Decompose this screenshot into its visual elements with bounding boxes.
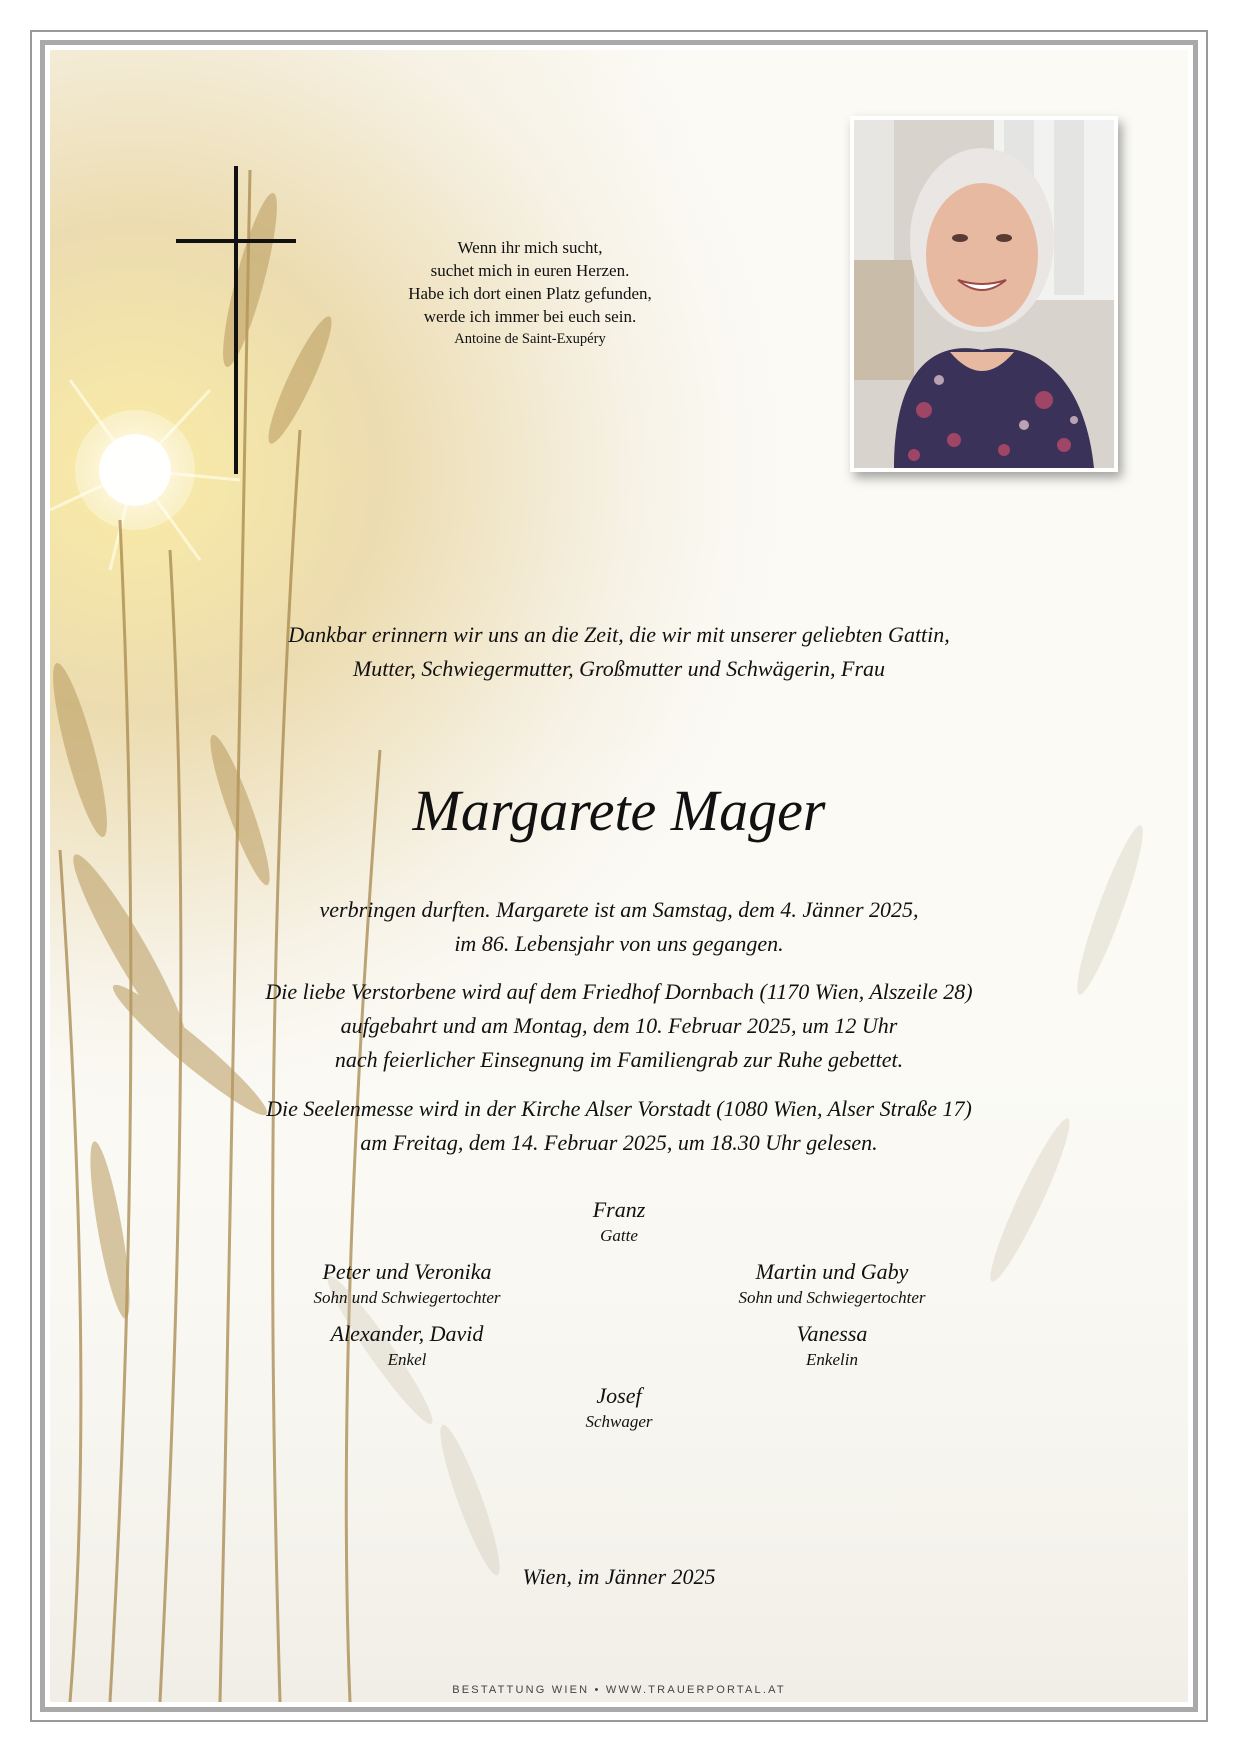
quote-line: Habe ich dort einen Platz gefunden,	[408, 284, 652, 303]
cross-icon	[234, 166, 238, 474]
mourner-relation: Sohn und Schwiegertochter	[738, 1288, 926, 1307]
mourner-granddaughter	[667, 1320, 997, 1372]
requiem-details	[50, 1092, 1188, 1160]
mourner-son-1	[242, 1258, 572, 1310]
mourner-relation: Enkel	[387, 1350, 427, 1369]
quote-line: suchet mich in euren Herzen.	[430, 261, 630, 280]
quote-line: Wenn ihr mich sucht,	[457, 238, 603, 257]
mourner-relation: Gatte	[600, 1226, 638, 1245]
funeral-details	[50, 975, 1188, 1077]
mourner-name: Alexander, David	[330, 1321, 484, 1346]
mourner-name: Vanessa	[796, 1321, 868, 1346]
intro-line: Mutter, Schwiegermutter, Großmutter und Schwägerin, Frau	[352, 656, 886, 681]
portrait-image	[854, 120, 1114, 468]
paragraph-line: am Freitag, dem 14. Februar 2025, um 18.30 Uhr gelesen.	[360, 1130, 878, 1155]
intro-text	[50, 618, 1188, 686]
quote-line: werde ich immer bei euch sein.	[423, 307, 637, 326]
mourner-brother-in-law	[454, 1382, 784, 1434]
mourner-name: Martin und Gaby	[755, 1259, 909, 1284]
paragraph-line: aufgebahrt und am Montag, dem 10. Februar 2025, um 12 Uhr	[340, 1013, 898, 1038]
mourner-relation: Enkelin	[806, 1350, 858, 1369]
cross-icon-bar	[176, 239, 296, 243]
mourner-spouse	[454, 1196, 784, 1248]
paragraph-line: Die Seelenmesse wird in der Kirche Alser Vorstadt (1080 Wien, Alser Straße 17)	[266, 1096, 972, 1121]
mourner-name: Peter und Veronika	[322, 1259, 492, 1284]
portrait-photo	[850, 116, 1118, 472]
mourner-son-2	[667, 1258, 997, 1310]
place-date: Wien, im Jänner 2025	[522, 1564, 716, 1589]
mourner-relation: Schwager	[585, 1412, 653, 1431]
death-announcement	[50, 893, 1188, 961]
mourner-name: Josef	[596, 1383, 642, 1408]
footer-funeral-home: BESTATTUNG WIEN • WWW.TRAUERPORTAL.AT	[452, 1684, 786, 1696]
paragraph-line: Die liebe Verstorbene wird auf dem Friedhof Dornbach (1170 Wien, Alszeile 28)	[265, 979, 973, 1004]
memorial-quote	[380, 236, 680, 351]
paragraph-line: im 86. Lebensjahr von uns gegangen.	[454, 931, 784, 956]
paragraph-line: nach feierlicher Einsegnung im Familiengrab zur Ruhe gebettet.	[334, 1047, 904, 1072]
notice-page	[50, 50, 1188, 1702]
deceased-name: Margarete Mager	[412, 778, 826, 843]
paragraph-line: verbringen durften. Margarete ist am Samstag, dem 4. Jänner 2025,	[319, 897, 919, 922]
mourner-name: Franz	[592, 1197, 646, 1222]
quote-author: Antoine de Saint-Exupéry	[454, 331, 606, 347]
intro-line: Dankbar erinnern wir uns an die Zeit, die wir mit unserer geliebten Gattin,	[288, 622, 950, 647]
mourner-relation: Sohn und Schwiegertochter	[313, 1288, 501, 1307]
mourner-grandsons	[242, 1320, 572, 1372]
